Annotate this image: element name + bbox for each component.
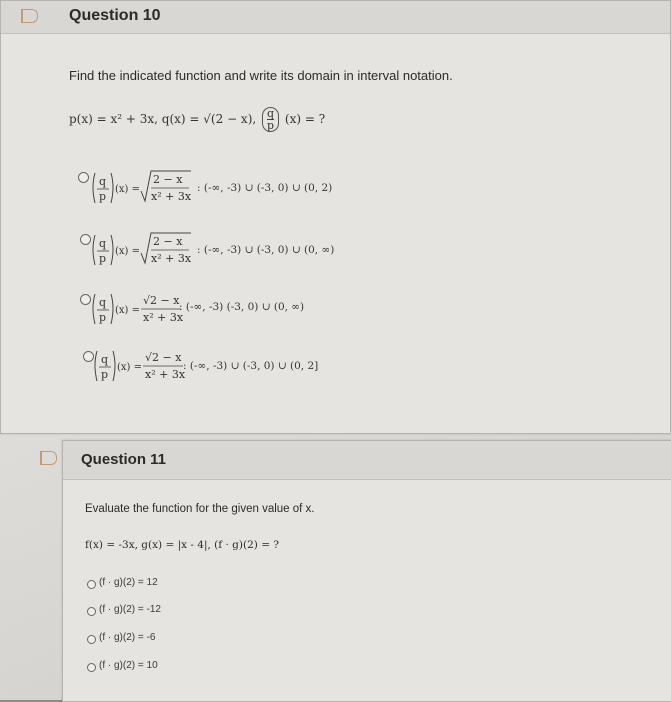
- svg-text:q: q: [99, 237, 107, 250]
- svg-text:x² + 3x: x² + 3x: [143, 311, 184, 324]
- q11-option-1-radio[interactable]: [87, 580, 96, 589]
- question-10-title: Question 10: [69, 7, 161, 24]
- svg-text:q: q: [101, 353, 109, 366]
- question-10-given: p(x) = x² + 3x, q(x) = √(2 − x), q p (x) = ?: [69, 107, 326, 132]
- svg-text:√2 − x: √2 − x: [143, 294, 180, 307]
- q11-option-4-radio[interactable]: [87, 663, 96, 672]
- question-11-card: [62, 440, 671, 702]
- svg-text:x² + 3x: x² + 3x: [145, 368, 186, 381]
- svg-text:p: p: [99, 311, 107, 324]
- svg-text:(x) =: (x) =: [117, 362, 142, 373]
- question-11-given: f(x) = -3x, g(x) = |x - 4|, (f · g)(2) = ?: [85, 539, 279, 551]
- svg-text:p: p: [99, 252, 107, 265]
- svg-text:(x) =: (x) =: [115, 305, 140, 316]
- q10-option-2-formula: [91, 229, 211, 273]
- q11-option-2-label: (f · g)(2) = -12: [99, 604, 161, 615]
- q11-option-2-radio[interactable]: [87, 607, 96, 616]
- svg-text:x² + 3x: x² + 3x: [151, 252, 192, 265]
- svg-text:x² + 3x: x² + 3x: [151, 190, 192, 203]
- q10-option-2-radio[interactable]: [80, 234, 91, 245]
- svg-text:p: p: [101, 368, 109, 381]
- svg-text:(x) =: (x) =: [115, 184, 140, 195]
- q10-option-1-formula: [91, 167, 211, 211]
- q10-option-1-domain: : (-∞, -3) ∪ (-3, 0) ∪ (0, 2): [197, 182, 333, 194]
- flag-icon[interactable]: [21, 9, 38, 23]
- question-11-title: Question 11: [81, 451, 167, 468]
- svg-text:p: p: [99, 190, 107, 203]
- svg-text:q: q: [99, 175, 107, 188]
- q10-option-3-domain: : (-∞, -3) (-3, 0) ∪ (0, ∞): [179, 301, 305, 313]
- q11-option-1-label: (f · g)(2) = 12: [99, 577, 158, 588]
- q11-option-3-radio[interactable]: [87, 635, 96, 644]
- question-10-prompt: Find the indicated function and write its domain in interval notation.: [69, 68, 453, 83]
- svg-text:2 − x: 2 − x: [153, 235, 183, 248]
- question-11-prompt: Evaluate the function for the given value of x.: [85, 503, 315, 515]
- q10-option-2-domain: : (-∞, -3) ∪ (-3, 0) ∪ (0, ∞): [197, 244, 335, 256]
- q10-option-4-domain: : (-∞, -3) ∪ (-3, 0) ∪ (0, 2]: [183, 360, 319, 372]
- flag-icon[interactable]: [40, 451, 57, 465]
- q10-option-1-radio[interactable]: [78, 172, 89, 183]
- svg-text:2 − x: 2 − x: [153, 173, 183, 186]
- q10-option-3-radio[interactable]: [80, 294, 91, 305]
- q11-option-4-label: (f · g)(2) = 10: [99, 660, 158, 671]
- svg-text:(x) =: (x) =: [115, 246, 140, 257]
- svg-text:q: q: [99, 296, 107, 309]
- q11-option-3-label: (f · g)(2) = -6: [99, 632, 156, 643]
- svg-text:√2 − x: √2 − x: [145, 351, 182, 364]
